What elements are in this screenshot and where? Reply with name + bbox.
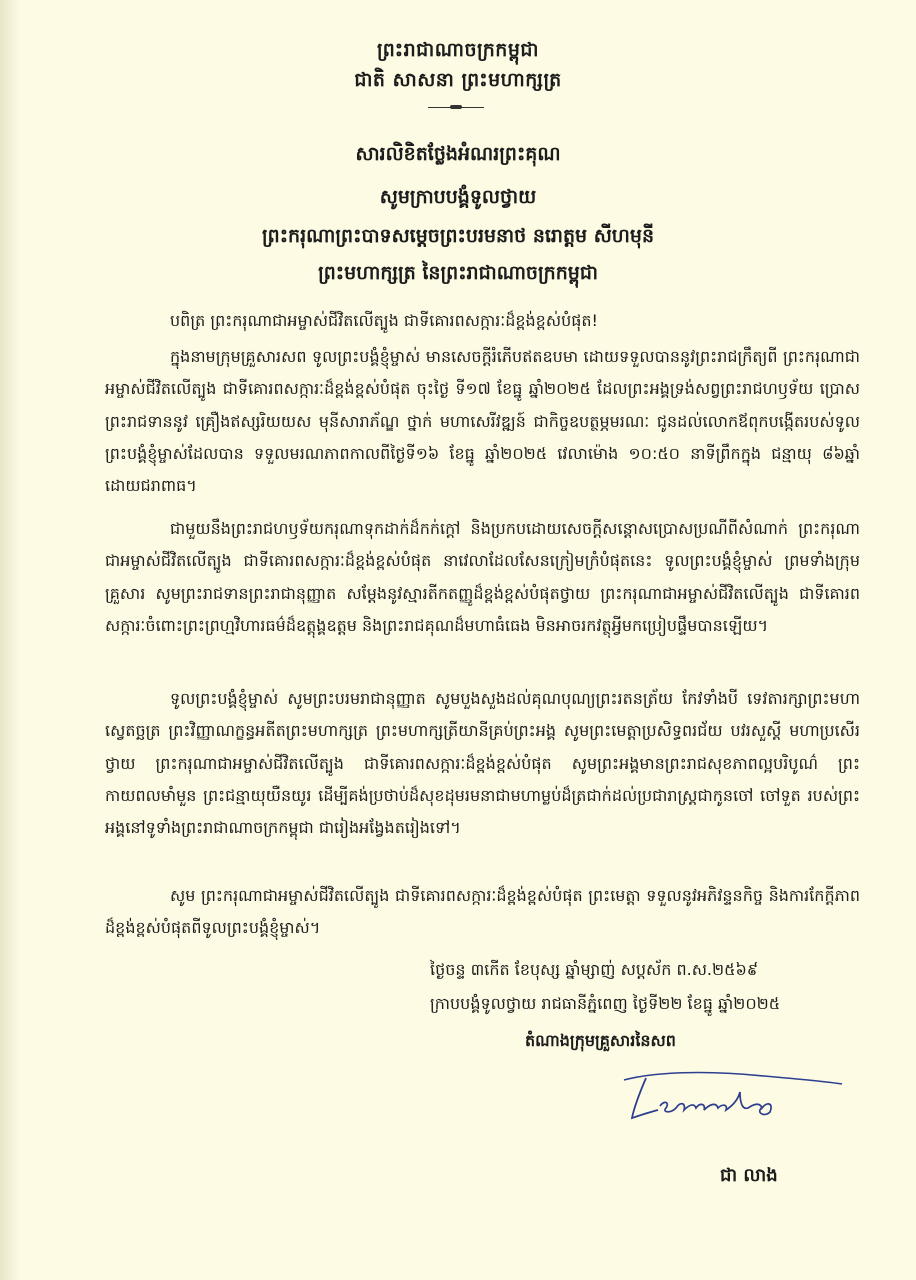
kingdom-heading: ព្រះរាជាណាចក្រកម្ពុជា	[377, 39, 539, 61]
paragraph-blessing: ទូលព្រះបង្គំខ្ញុំម្ចាស់ សូមព្រះបរមរាជានុញ្ញាត សូមបួងសួងដល់គុណបុណ្យព្រះរតនត្រ័យ កែវទាំងបី ទេវតារក្សាព្រះមហាស្វេតច្ឆត្រ ព្រះវិញ្ញាណក្ខន្ធអតីតព្រះមហាក្សត្រ ព្រះមហាក្សត្រីយានីគ្រប់ព្រះអង្គ សូមព្រះមេត្តាប្រសិទ្ធពរជ័យ បវរសួស្តី មហាប្រសើរ ថ្វាយ ព្រះករុណាជាអម្ចាស់ជីវិតលើត្បូង ជាទីគោរពសក្ការៈដ៏ខ្ពង់ខ្ពស់បំផុត សូមព្រះអង្គមានព្រះរាជសុខភាពល្អបរិបូណ៌ ព្រះកាយពលមាំមួន ព្រះជន្មាយុយឺនយូរ ដើម្បីគង់ប្រថាប់ដ៏សុខដុមរមនាជាមហាម្លប់ដ៏ត្រជាក់ដល់ប្រជារាស្ត្រជាកូនចៅ ចៅទួត របស់ព្រះអង្គនៅទូទាំងព្រះរាជាណាចក្រកម្ពុជា ជារៀងអង្វែងតរៀងទៅ។	[105, 689, 860, 838]
salutation: បពិត្រ ព្រះករុណាជាអម្ចាស់ជីវិតលើត្បូង ជាទីគោរពសក្ការៈដ៏ខ្ពង់ខ្ពស់បំផុត!	[170, 311, 598, 330]
national-motto: ជាតិ សាសនា ព្រះមហាក្សត្រ	[354, 69, 562, 91]
lunar-date: ថ្ងៃចន្ទ ៣កើត ខែបុស្ស ឆ្នាំម្សាញ់ សប្តស័ក ព.ស.២៥៦៩	[430, 960, 759, 979]
letter-title: សារលិខិតថ្លែងអំណរព្រះគុណ	[355, 143, 561, 165]
representative-title: តំណាងក្រុមគ្រួសារនៃសព	[525, 1031, 676, 1050]
place-and-date: ក្រាបបង្គំទូលថ្វាយ រាជធានីភ្នំពេញ ថ្ងៃទី២២ ខែធ្នូ ឆ្នាំ២០២៥	[430, 994, 781, 1013]
recipient-line-3: ព្រះមហាក្សត្រ នៃព្រះរាជាណាចក្រកម្ពុជា	[318, 262, 598, 284]
handwritten-signature	[614, 1062, 846, 1132]
recipient-line-2: ព្រះករុណាព្រះបាទសម្តេចព្រះបរមនាថ នរោត្តម សីហមុនី	[261, 225, 655, 247]
signer-name: ជា លាង	[720, 1165, 778, 1186]
paragraph-decree: ក្នុងនាមក្រុមគ្រួសារសព ទូលព្រះបង្គំខ្ញុំម្ចាស់ មានសេចក្តីរំភើបឥតឧបមា ដោយទទួលបាននូវព្រះរាជក្រឹត្យពី ព្រះករុណាជាអម្ចាស់ជីវិតលើត្បូង ជាទីគោរពសក្ការៈដ៏ខ្ពង់ខ្ពស់បំផុត ចុះថ្ងៃ ទី១៧ ខែធ្នូ ឆ្នាំ២០២៥ ដែលព្រះអង្គទ្រង់សព្វព្រះរាជហឫទ័យ ប្រោសព្រះរាជទាននូវ គ្រឿងឥស្សរិយយស មុនីសារាភ័ណ្ឌ ថ្នាក់ មហាសេរីវឌ្ឍន៍ ជាកិច្ចឧបត្ថម្ភមរណៈ ជូនដល់លោកឪពុកបង្កើតរបស់ទូលព្រះបង្គំខ្ញុំម្ចាស់ដែលបាន ទទួលមរណភាពកាលពីថ្ងៃទី១៦ ខែធ្នូ ឆ្នាំ២០២៥ វេលាម៉ោង ១០:៥០ នាទីព្រឹកក្នុង ជន្មាយុ ៨៦ឆ្នាំ ដោយជរាពាធ។	[105, 347, 860, 496]
paragraph-closing: សូម ព្រះករុណាជាអម្ចាស់ជីវិតលើត្បូង ជាទីគោរពសក្ការៈដ៏ខ្ពង់ខ្ពស់បំផុត ព្រះមេត្តា ទទួលនូវអភិវន្ទនកិច្ច និងការកែក្តីភាពដ៏ខ្ពង់ខ្ពស់បំផុតពីទូលព្រះបង្គំខ្ញុំម្ចាស់។	[105, 886, 860, 938]
paragraph-gratitude: ជាមួយនឹងព្រះរាជហឫទ័យករុណាទុកដាក់ដ៏កក់ក្តៅ និងប្រកបដោយសេចក្តីសន្តោសប្រោសប្រណីពីសំណាក់ ព្រះករុណាជាអម្ចាស់ជីវិតលើត្បូង ជាទីគោរពសក្ការៈដ៏ខ្ពង់ខ្ពស់បំផុត នាវេលាដែលសែនក្រៀមក្រំបំផុតនេះ ទូលព្រះបង្គំខ្ញុំម្ចាស់ ព្រមទាំងក្រុមគ្រួសារ សូមព្រះរាជទានព្រះរាជានុញ្ញាត សម្តែងនូវស្មារតីកតញ្ញូដ៏ខ្ពង់ខ្ពស់បំផុតថ្វាយ ព្រះករុណាជាអម្ចាស់ជីវិតលើត្បូង ជាទីគោរពសក្ការៈចំពោះព្រះព្រហ្មវិហារធម៌ដ៏ឧត្តុង្គឧត្តម និងព្រះរាជគុណដ៏មហាធំធេង មិនអាចរកវត្ថុអ្វីមកប្រៀបផ្ទឹមបានឡើយ។	[105, 519, 860, 635]
recipient-line-1: សូមក្រាបបង្គំទូលថ្វាយ	[379, 186, 537, 208]
ornament-divider	[428, 107, 484, 108]
